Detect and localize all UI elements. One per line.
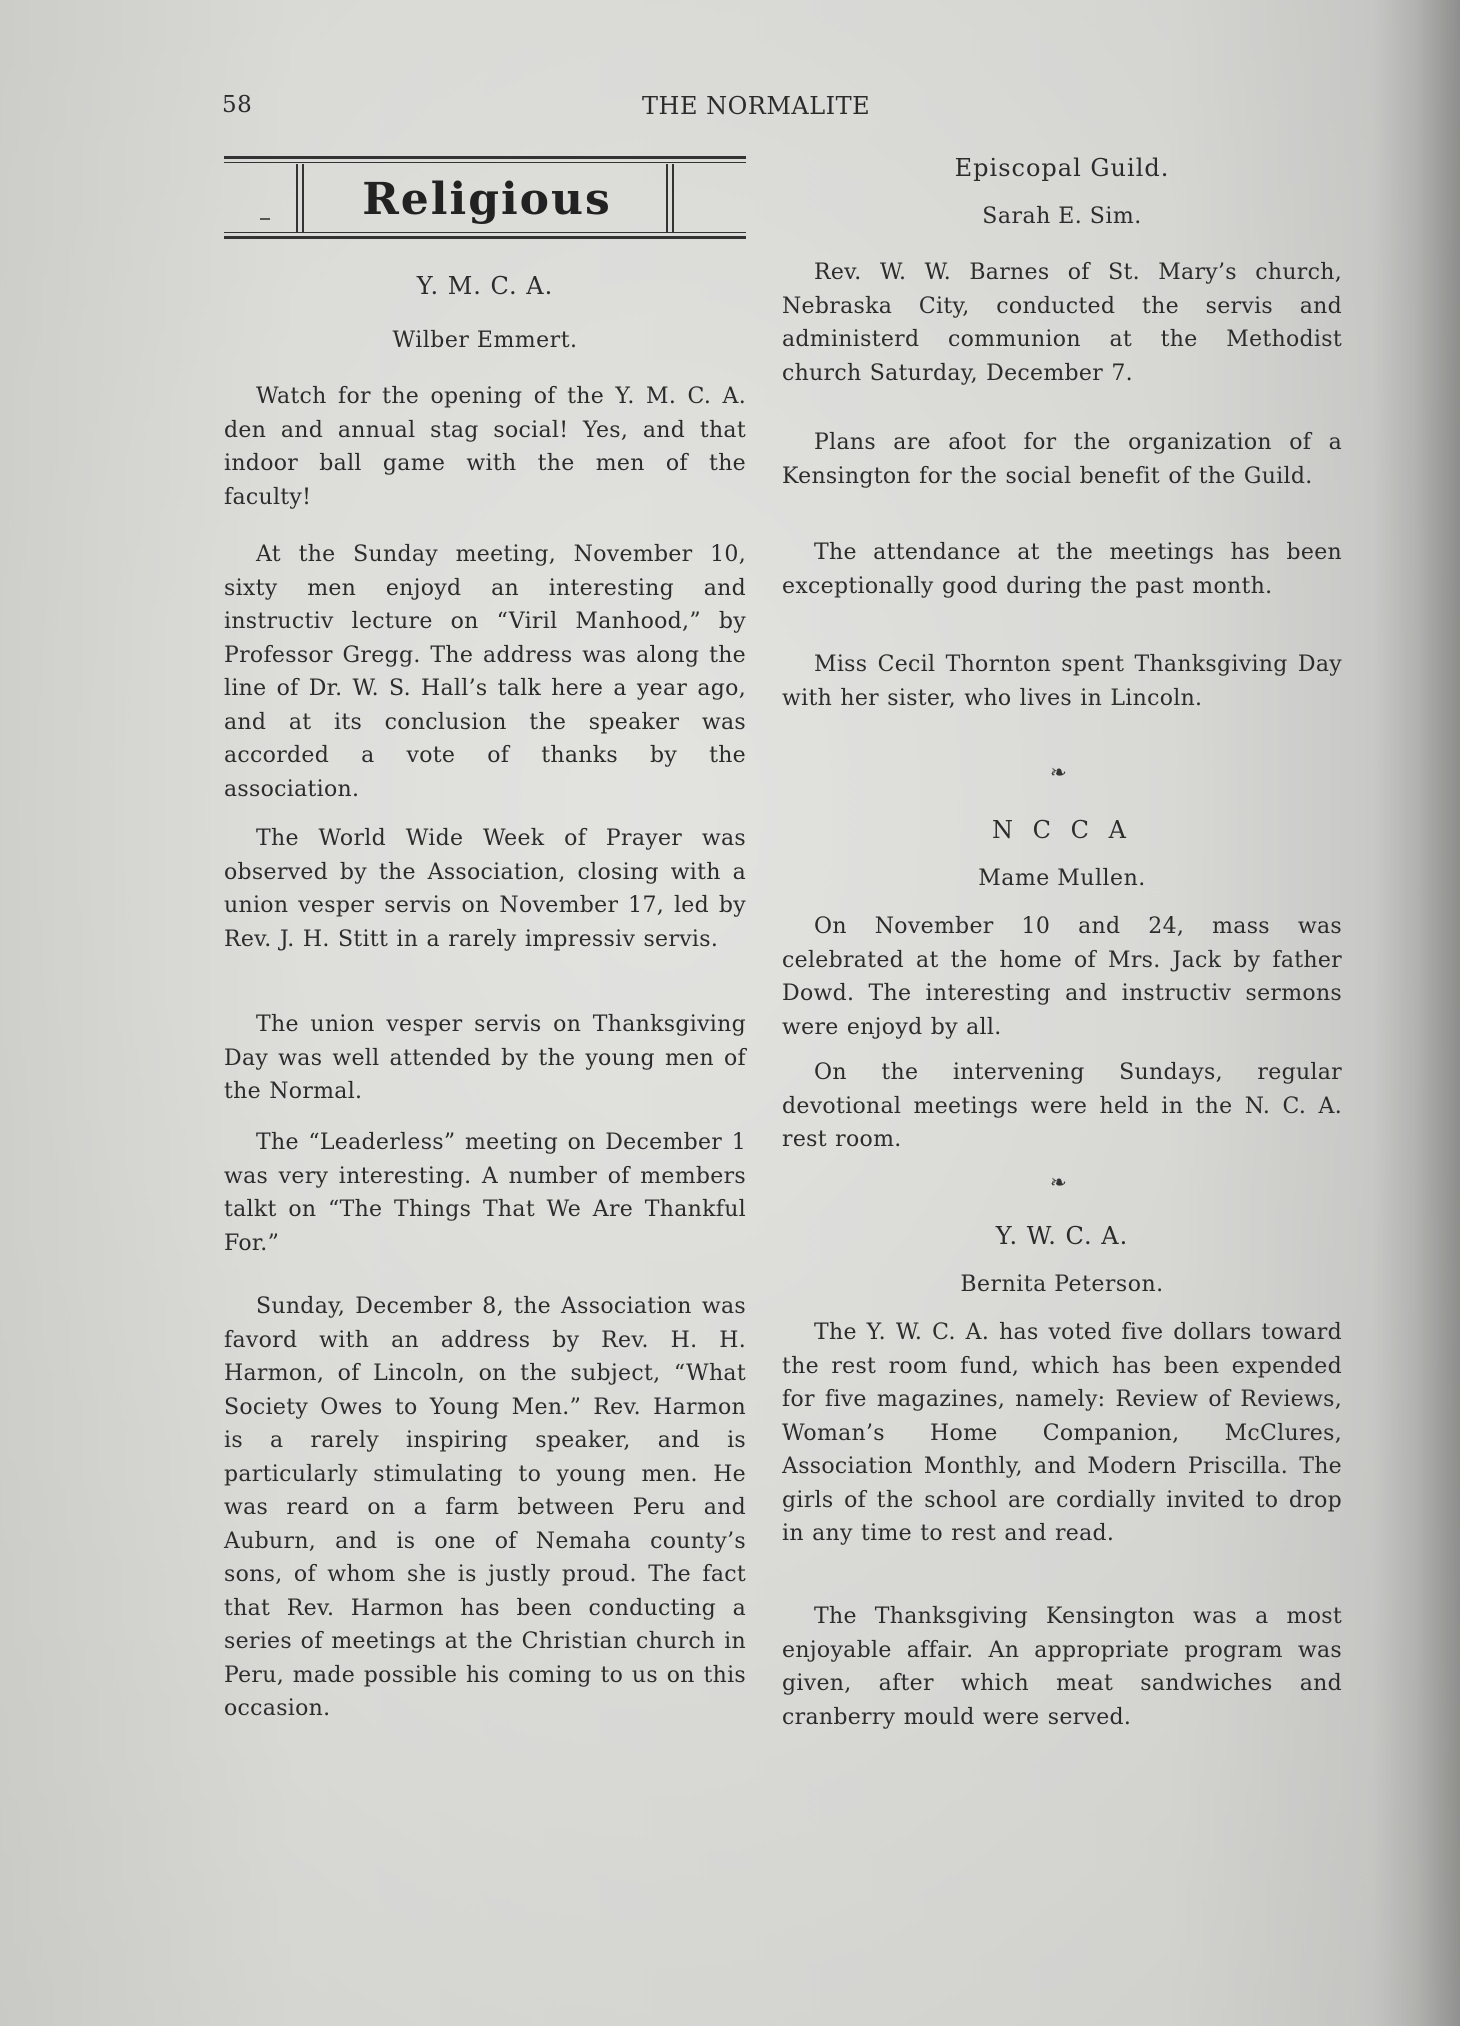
episcopal-heading: Episcopal Guild. <box>954 154 1170 182</box>
banner-rule-bottom <box>224 236 746 239</box>
ymca-heading: Y. M. C. A. <box>416 272 554 300</box>
banner-bar <box>666 164 668 232</box>
ornament-icon: ❧ <box>1050 760 1067 784</box>
ymca-paragraph: The union vesper servis on Thanksgiving Day was well attended by the young men of the Normal. <box>224 1012 746 1104</box>
ymca-paragraph: At the Sunday meeting, November 10, sixty men enjoyd an interesting and instructiv lecture on “Viril Manhood,” by Professor Gregg. The address was along the line of Dr. W. S. Hall’s talk here a year ago, and at its conclusion the speaker was accorded a vote of thanks by the association. <box>224 542 746 802</box>
episcopal-paragraph: Plans are afoot for the organization of a Kensington for the social benefit of the Guild. <box>782 430 1342 489</box>
ornament-icon: ❧ <box>1050 1170 1067 1194</box>
ywca-heading: Y. W. C. A. <box>995 1222 1129 1250</box>
episcopal-paragraph: Rev. W. W. Barnes of St. Mary’s church, Nebraska City, conducted the servis and administerd communion at the Methodist church Saturday, December 7. <box>782 260 1342 386</box>
ymca-paragraph: Watch for the opening of the Y. M. C. A. den and annual stag social! Yes, and that indoor ball game with the men of the faculty! <box>224 384 746 510</box>
ymca-paragraph: The “Leaderless” meeting on December 1 was very interesting. A number of members talkt on “The Things That We Are Thankful For.” <box>224 1130 746 1256</box>
banner-rule-bottom-thin <box>224 232 746 233</box>
banner-bar <box>672 164 674 232</box>
ymca-paragraph: Sunday, December 8, the Association was favord with an address by Rev. H. H. Harmon, of Lincoln, on the subject, “What Society Owes to Young Men.” Rev. Harmon is a rarely inspiring speaker, and is particularly stimulating to young men. He was reard on a farm between Peru and Auburn, and is one of Nemaha county’s sons, of whom she is justly proud. The fact that Rev. Harmon has been conducting a series of meetings at the Christian church in Peru, made possible his coming to us on this occasion. <box>224 1294 746 1721</box>
ncca-paragraph: On the intervening Sundays, regular devotional meetings were held in the N. C. A. rest room. <box>782 1060 1342 1152</box>
ncca-byline: Mame Mullen. <box>978 866 1146 891</box>
episcopal-paragraph: The attendance at the meetings has been exceptionally good during the past month. <box>782 540 1342 599</box>
ymca-paragraph: The World Wide Week of Prayer was observed by the Association, closing with a union vesper servis on November 17, led by Rev. J. H. Stitt in a rarely impressiv servis. <box>224 826 746 952</box>
section-title: Religious <box>362 174 612 225</box>
section-banner <box>224 152 746 244</box>
banner-bar <box>296 164 298 232</box>
page-number: 58 <box>222 92 253 118</box>
ywca-paragraph: The Y. W. C. A. has voted five dollars toward the rest room fund, which has been expended for five magazines, namely: Review of Reviews, Woman’s Home Companion, McClures, Association Monthly, and Modern Priscilla. The girls of the school are cordially invited to drop in any time to rest and read. <box>782 1320 1342 1546</box>
ymca-byline: Wilber Emmert. <box>392 328 578 353</box>
banner-rule-top-thin <box>224 162 746 163</box>
ywca-byline: Bernita Peterson. <box>960 1272 1164 1297</box>
ywca-paragraph: The Thanksgiving Kensington was a most enjoyable affair. An appropriate program was given, after which meat sandwiches and cranberry mould were served. <box>782 1604 1342 1730</box>
banner-tick <box>260 218 270 220</box>
episcopal-paragraph: Miss Cecil Thornton spent Thanksgiving Day with her sister, who lives in Lincoln. <box>782 652 1342 711</box>
ncca-paragraph: On November 10 and 24, mass was celebrated at the home of Mrs. Jack by father Dowd. The interesting and instructiv sermons were enjoyd by all. <box>782 914 1342 1040</box>
ncca-heading: N C C A <box>992 816 1132 844</box>
episcopal-byline: Sarah E. Sim. <box>982 204 1142 229</box>
publication-title: THE NORMALITE <box>642 92 871 120</box>
banner-rule-top <box>224 156 746 159</box>
